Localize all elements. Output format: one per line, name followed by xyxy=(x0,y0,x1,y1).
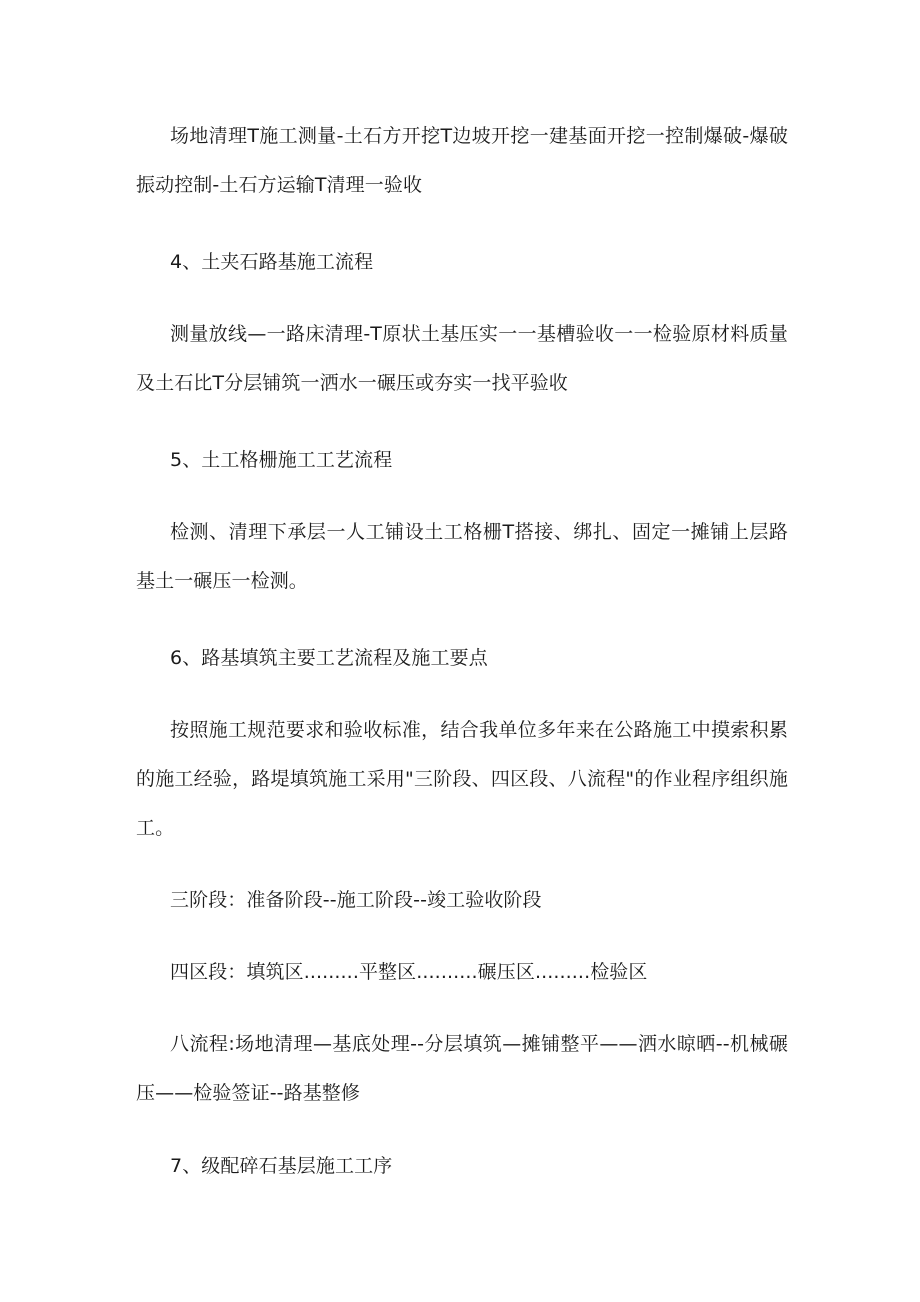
section-heading-6: 6、路基填筑主要工艺流程及施工要点 xyxy=(170,647,488,669)
paragraph-three-stages: 三阶段：准备阶段--施工阶段--竣工验收阶段 xyxy=(170,889,542,911)
paragraph-embankment-intro: 按照施工规范要求和验收标准，结合我单位多年来在公路施工中摸索积累的施工经验，路堤填筑施工采用"三阶段、四区段、八流程"的作业程序组织施工。 xyxy=(136,719,788,839)
paragraph-earthwork-process: 场地清理T施工测量-土石方开挖T边坡开挖一建基面开挖一控制爆破-爆破振动控制-土石方运输T清理一验收 xyxy=(136,125,788,196)
section-heading-4: 4、土夹石路基施工流程 xyxy=(170,251,374,273)
paragraph-soil-rock-process: 测量放线—一路床清理-T原状土基压实一一基槽验收一一检验原材料质量及土石比T分层铺筑一洒水一碾压或夯实一找平验收 xyxy=(136,323,788,394)
section-heading-7: 7、级配碎石基层施工工序 xyxy=(170,1155,393,1177)
paragraph-eight-processes: 八流程:场地清理—基底处理--分层填筑—摊铺整平——洒水晾晒--机械碾压——检验签证--路基整修 xyxy=(136,1033,788,1104)
paragraph-four-zones: 四区段：填筑区.........平整区..........碾压区.........检验区 xyxy=(170,961,648,983)
paragraph-geogrid-process: 检测、清理下承层一人工铺设土工格栅T搭接、绑扎、固定一摊铺上层路基土一碾压一检测。 xyxy=(136,521,788,592)
section-heading-5: 5、土工格栅施工工艺流程 xyxy=(170,449,393,471)
